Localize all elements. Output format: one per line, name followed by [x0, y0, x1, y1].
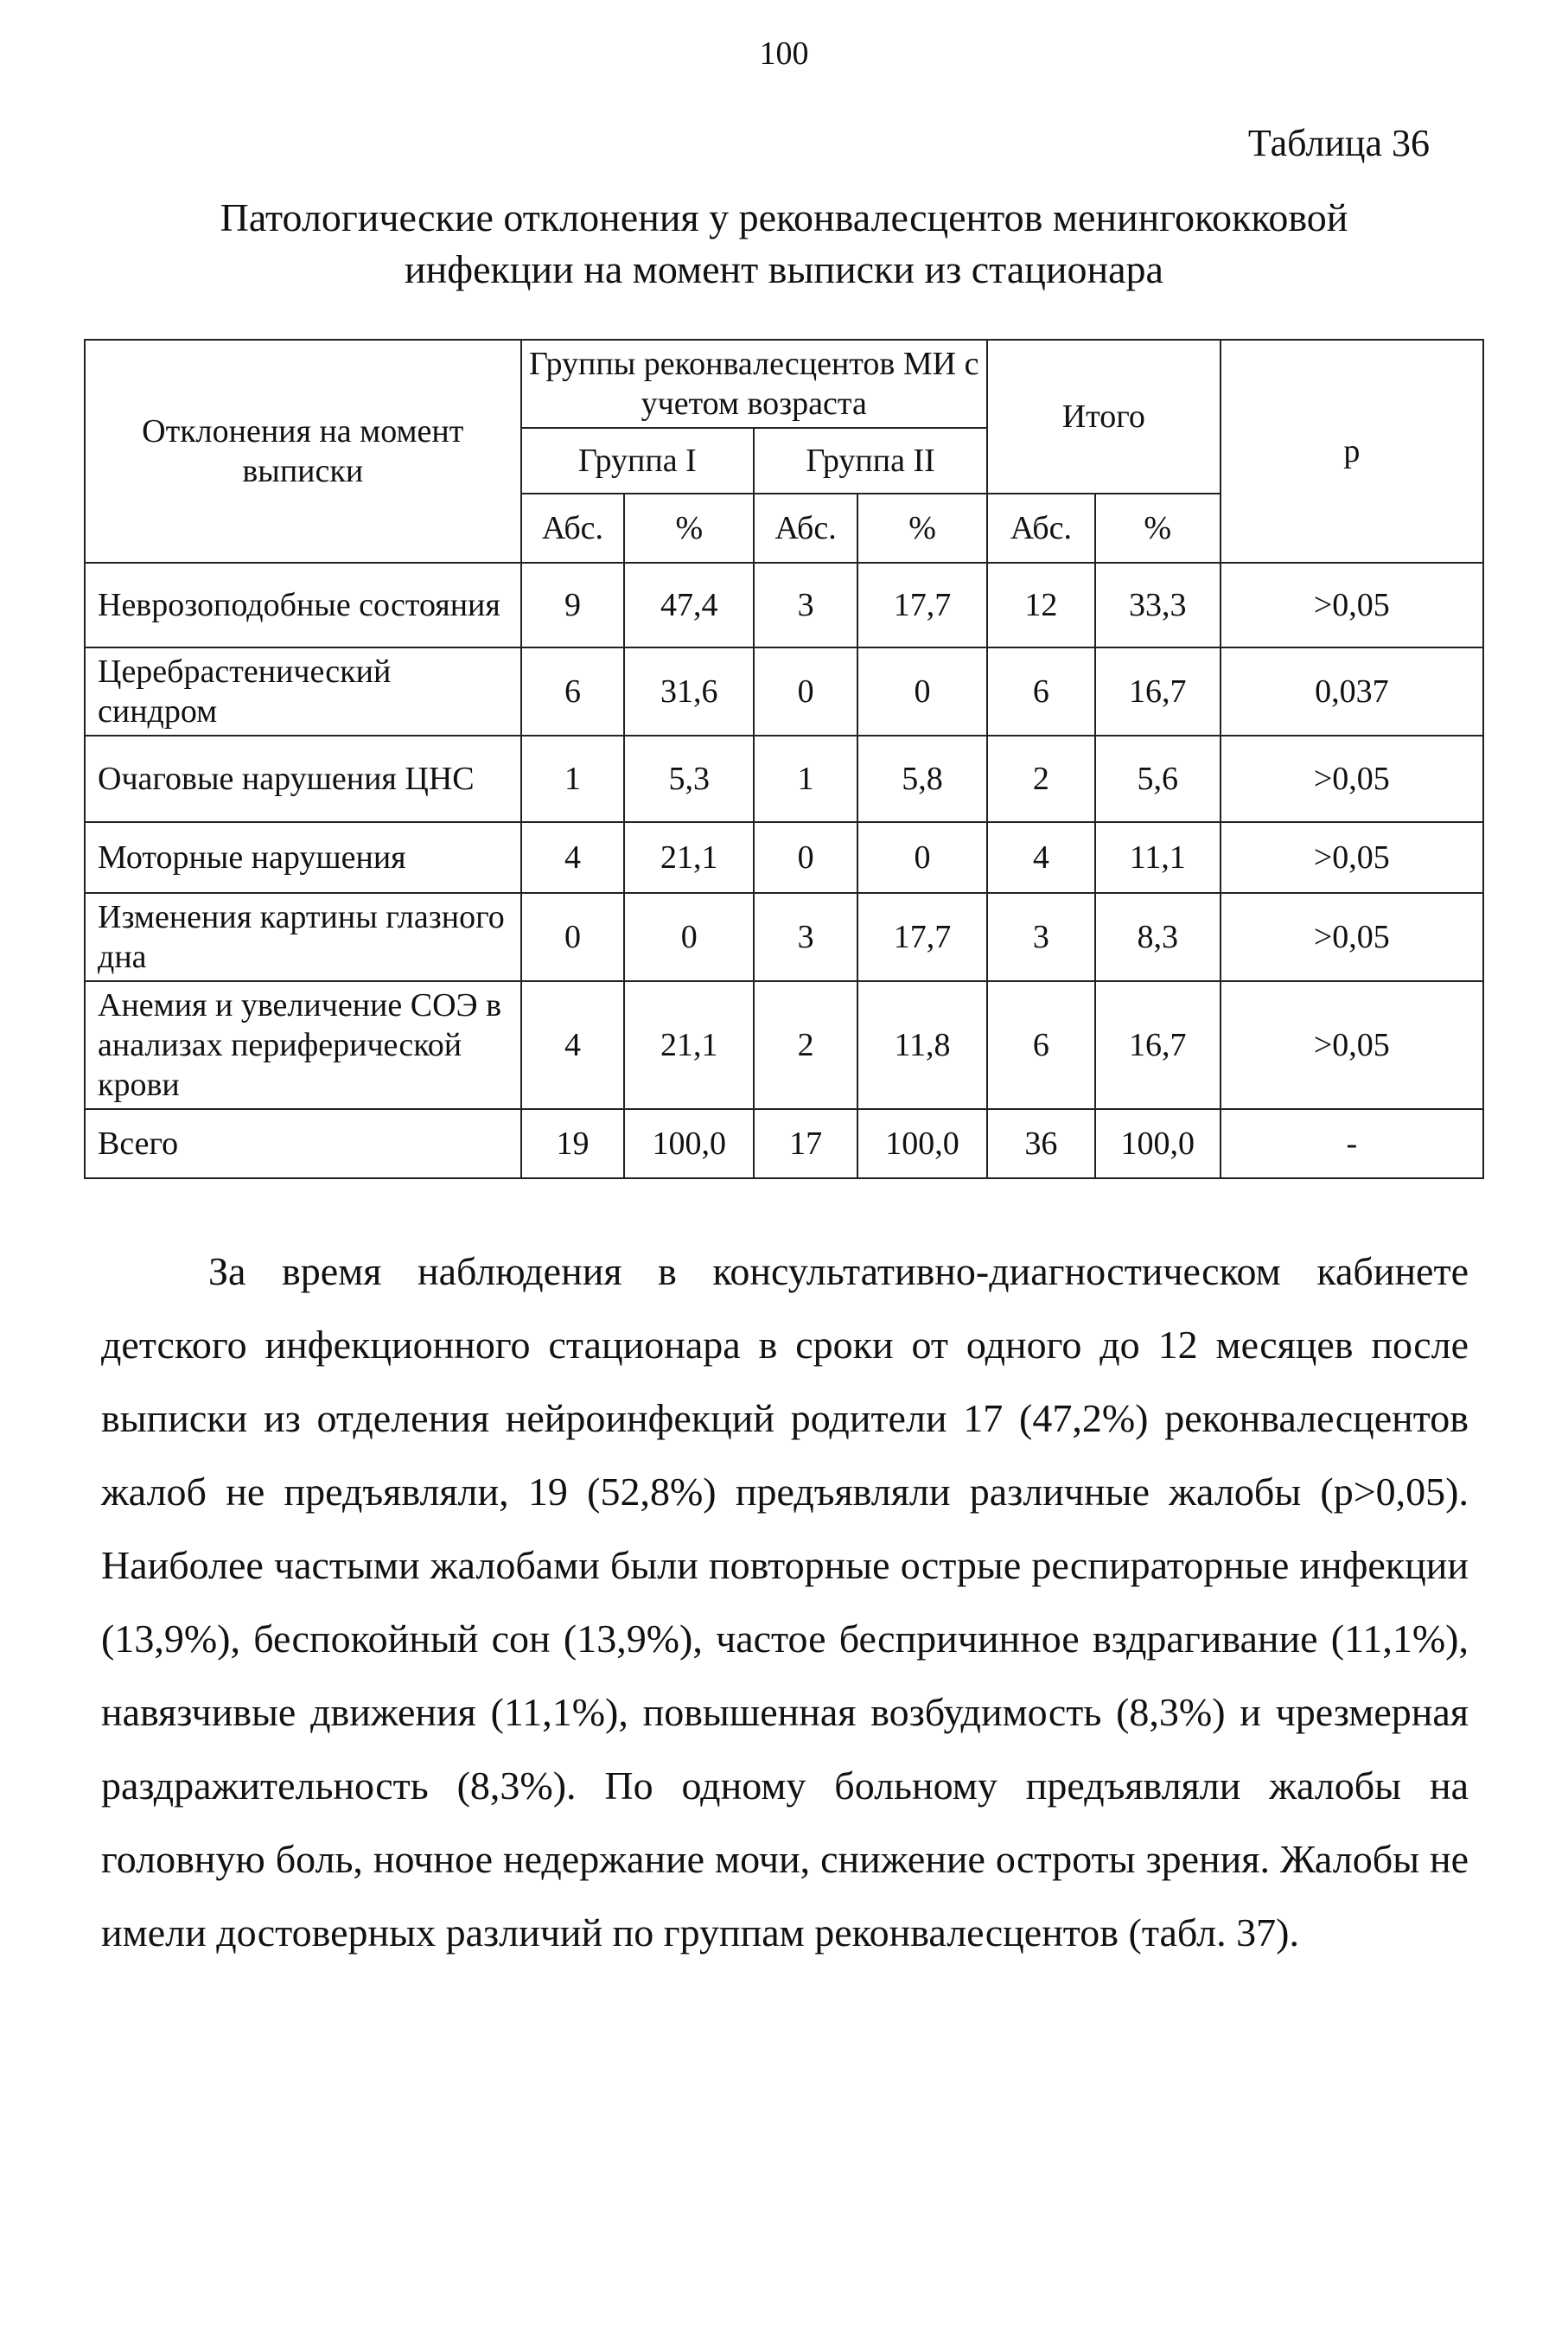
cell-total-abs: 36: [987, 1109, 1095, 1178]
cell-g1-abs: 19: [521, 1109, 625, 1178]
cell-total-pct: 5,6: [1095, 736, 1221, 822]
cell-total-pct: 16,7: [1095, 981, 1221, 1109]
header-total: Итого: [987, 340, 1221, 494]
table-row: [85, 822, 1483, 893]
row-label: Изменения картины глазного дна: [85, 893, 521, 981]
cell-g1-pct: 5,3: [624, 736, 754, 822]
row-label: Очаговые нарушения ЦНС: [85, 736, 521, 822]
row-label: Всего: [85, 1109, 521, 1178]
cell-g2-abs: 2: [754, 981, 857, 1109]
cell-g2-pct: 17,7: [857, 563, 987, 647]
cell-total-pct: 100,0: [1095, 1109, 1221, 1178]
table-label: Таблица 36: [1247, 122, 1430, 164]
header-groups: Группы реконвалесцентов МИ с учетом возраста: [521, 340, 987, 428]
cell-g2-abs: 0: [754, 647, 857, 736]
cell-total-abs: 6: [987, 981, 1095, 1109]
cell-g1-abs: 9: [521, 563, 625, 647]
cell-g1-pct: 21,1: [624, 981, 754, 1109]
header-group-2: Группа II: [754, 428, 987, 494]
cell-p: 0,037: [1221, 647, 1483, 736]
table-row: [85, 736, 1483, 822]
header-g2-pct: %: [857, 494, 987, 563]
cell-g1-pct: 31,6: [624, 647, 754, 736]
cell-g1-pct: 47,4: [624, 563, 754, 647]
cell-total-pct: 33,3: [1095, 563, 1221, 647]
cell-g1-pct: 0: [624, 893, 754, 981]
table-row: [85, 981, 1483, 1109]
cell-p: >0,05: [1221, 822, 1483, 893]
cell-total-abs: 6: [987, 647, 1095, 736]
cell-g2-pct: 17,7: [857, 893, 987, 981]
table-row: [85, 563, 1483, 647]
body-text: [101, 1234, 1469, 1969]
cell-total-pct: 16,7: [1095, 647, 1221, 736]
cell-total-pct: 8,3: [1095, 893, 1221, 981]
table-row-total: [85, 1109, 1483, 1178]
cell-g1-abs: 4: [521, 822, 625, 893]
deviations-table: [84, 339, 1484, 1179]
table-title: [86, 192, 1482, 296]
body-paragraph: За время наблюдения в консультативно-диагностическом кабинете детского инфекционного стационара в сроки от одного до 12 месяцев после выписки из отделения нейроинфекций родители 17 (47,2%) реконвалесцентов жалоб не предъявляли, 19 (52,8%) предъявляли различные жалобы (р>0,05). Наиболее частыми жалобами были повторные острые респираторные инфекции (13,9%), беспокойный сон (13,9%), частое беспричинное вздрагивание (11,1%), навязчивые движения (11,1%), повышенная возбудимость (8,3%) и чрезмерная раздражительность (8,3%). По одному больному предъявляли жалобы на головную боль, ночное недержание мочи, снижение остроты зрения. Жалобы не имели достоверных различий по группам реконвалесцентов (табл. 37).: [101, 1249, 1469, 1955]
header-g1-abs: Абс.: [521, 494, 625, 563]
table-title-line-1: Патологические отклонения у реконвалесцентов менингококковой: [220, 195, 1348, 239]
header-total-abs: Абс.: [987, 494, 1095, 563]
cell-g2-pct: 100,0: [857, 1109, 987, 1178]
page-number: 100: [759, 35, 809, 72]
cell-g1-pct: 100,0: [624, 1109, 754, 1178]
cell-g1-abs: 6: [521, 647, 625, 736]
row-label: Неврозоподобные состояния: [85, 563, 521, 647]
header-deviation: Отклонения на момент выписки: [85, 340, 521, 563]
cell-total-abs: 12: [987, 563, 1095, 647]
table-row: [85, 647, 1483, 736]
cell-p: >0,05: [1221, 563, 1483, 647]
row-label: Моторные нарушения: [85, 822, 521, 893]
cell-p: -: [1221, 1109, 1483, 1178]
cell-total-pct: 11,1: [1095, 822, 1221, 893]
cell-g2-abs: 3: [754, 893, 857, 981]
header-g1-pct: %: [624, 494, 754, 563]
cell-g1-pct: 21,1: [624, 822, 754, 893]
cell-g2-abs: 0: [754, 822, 857, 893]
cell-g1-abs: 0: [521, 893, 625, 981]
cell-g2-abs: 3: [754, 563, 857, 647]
cell-g1-abs: 1: [521, 736, 625, 822]
cell-g2-pct: 5,8: [857, 736, 987, 822]
cell-g2-pct: 0: [857, 822, 987, 893]
header-group-1: Группа I: [521, 428, 755, 494]
cell-p: >0,05: [1221, 736, 1483, 822]
header-g2-abs: Абс.: [754, 494, 857, 563]
header-total-pct: %: [1095, 494, 1221, 563]
cell-p: >0,05: [1221, 981, 1483, 1109]
cell-total-abs: 4: [987, 822, 1095, 893]
row-label: Церебрастенический синдром: [85, 647, 521, 736]
cell-p: >0,05: [1221, 893, 1483, 981]
cell-g2-abs: 17: [754, 1109, 857, 1178]
header-p: р: [1221, 340, 1483, 563]
cell-total-abs: 3: [987, 893, 1095, 981]
cell-g2-pct: 0: [857, 647, 987, 736]
table-title-line-2: инфекции на момент выписки из стационара: [405, 247, 1163, 291]
table-row: [85, 893, 1483, 981]
cell-g2-abs: 1: [754, 736, 857, 822]
cell-g2-pct: 11,8: [857, 981, 987, 1109]
cell-total-abs: 2: [987, 736, 1095, 822]
row-label: Анемия и увеличение СОЭ в анализах периферической крови: [85, 981, 521, 1109]
cell-g1-abs: 4: [521, 981, 625, 1109]
